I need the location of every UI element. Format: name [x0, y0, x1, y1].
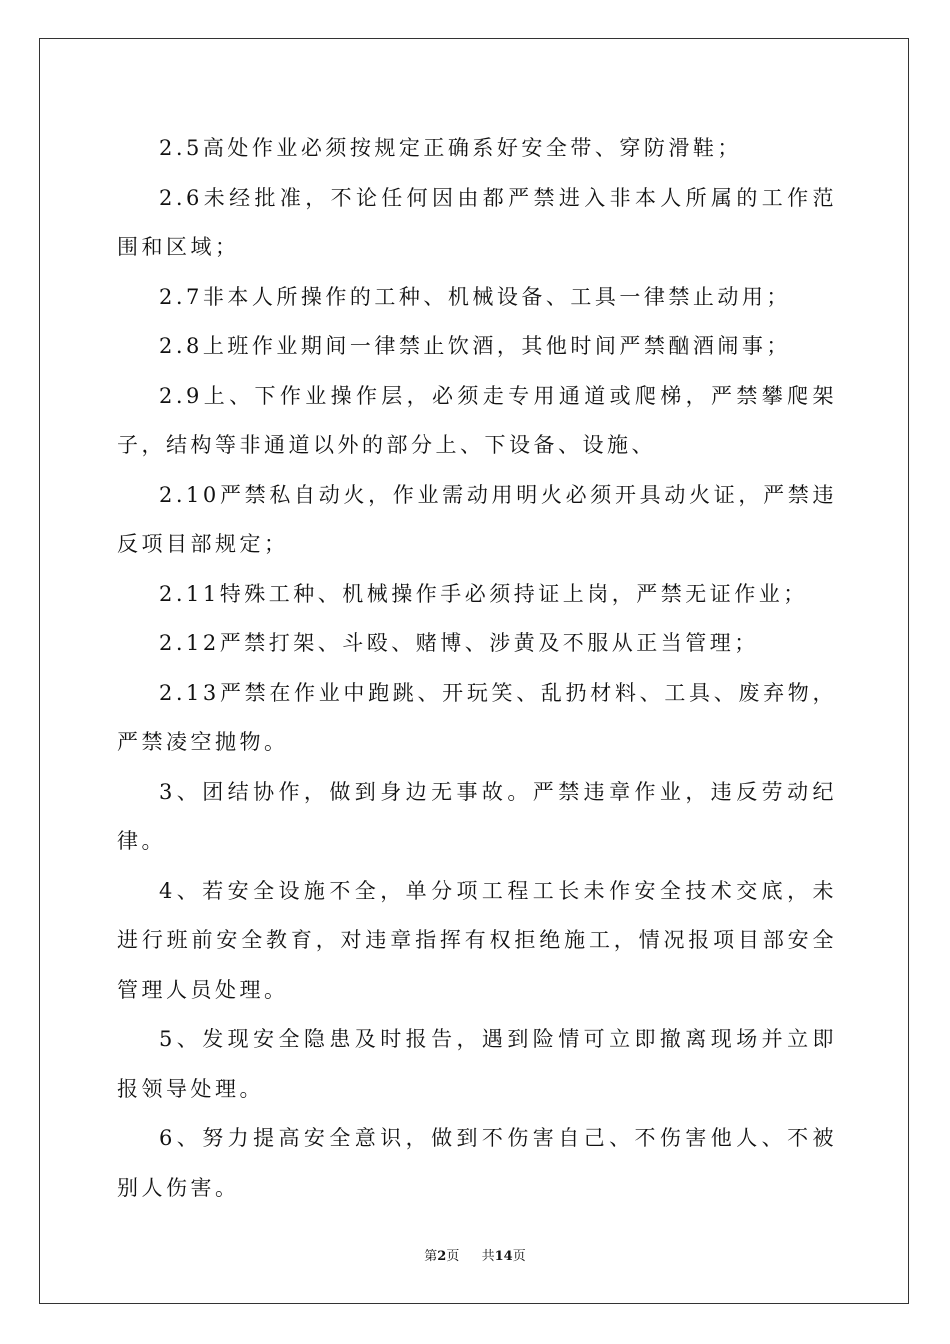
page-footer [0, 1245, 950, 1264]
total-prefix: 共 [481, 1249, 495, 1264]
paragraph: 4、若安全设施不全，单分项工程工长未作安全技术交底，未进行班前安全教育，对违章指挥有权拒绝施工，情况报项目部安全管理人员处理。 [117, 878, 837, 1002]
paragraph: 2.6未经批准，不论任何因由都严禁进入非本人所属的工作范围和区域； [117, 185, 837, 259]
paragraph: 2.9上、下作业操作层，必须走专用通道或爬梯，严禁攀爬架子，结构等非通道以外的部分上、下设备、设施、 [117, 383, 837, 457]
paragraph: 2.5高处作业必须按规定正确系好安全带、穿防滑鞋； [159, 136, 742, 160]
paragraph: 2.12严禁打架、斗殴、赌博、涉黄及不服从正当管理； [159, 631, 759, 655]
page-number: 2 [437, 1249, 447, 1264]
paragraph: 2.7非本人所操作的工种、机械设备、工具一律禁止动用； [159, 284, 791, 309]
paragraph: 5、发现安全隐患及时报告，遇到险情可立即撤离现场并立即报领导处理。 [117, 1027, 837, 1101]
paragraph: 2.13严禁在作业中跑跳、开玩笑、乱扔材料、工具、废弃物，严禁凌空抛物。 [117, 680, 837, 754]
paragraph: 6、努力提高安全意识，做到不伤害自己、不伤害他人、不被别人伤害。 [117, 1126, 837, 1200]
paragraph: 2.8上班作业期间一律禁止饮酒，其他时间严禁酗酒闹事； [159, 334, 791, 358]
page-prefix: 第 [424, 1249, 438, 1264]
paragraph: 2.11特殊工种、机械操作手必须持证上岗，严禁无证作业； [159, 581, 808, 606]
total-pages: 14 [494, 1249, 513, 1264]
document-body [117, 124, 837, 1213]
page-suffix: 页 [446, 1249, 460, 1264]
paragraph: 3、团结协作，做到身边无事故。严禁违章作业，违反劳动纪律。 [117, 779, 837, 853]
total-suffix: 页 [512, 1249, 526, 1264]
paragraph: 2.10严禁私自动火，作业需动用明火必须开具动火证，严禁违反项目部规定； [117, 482, 837, 556]
